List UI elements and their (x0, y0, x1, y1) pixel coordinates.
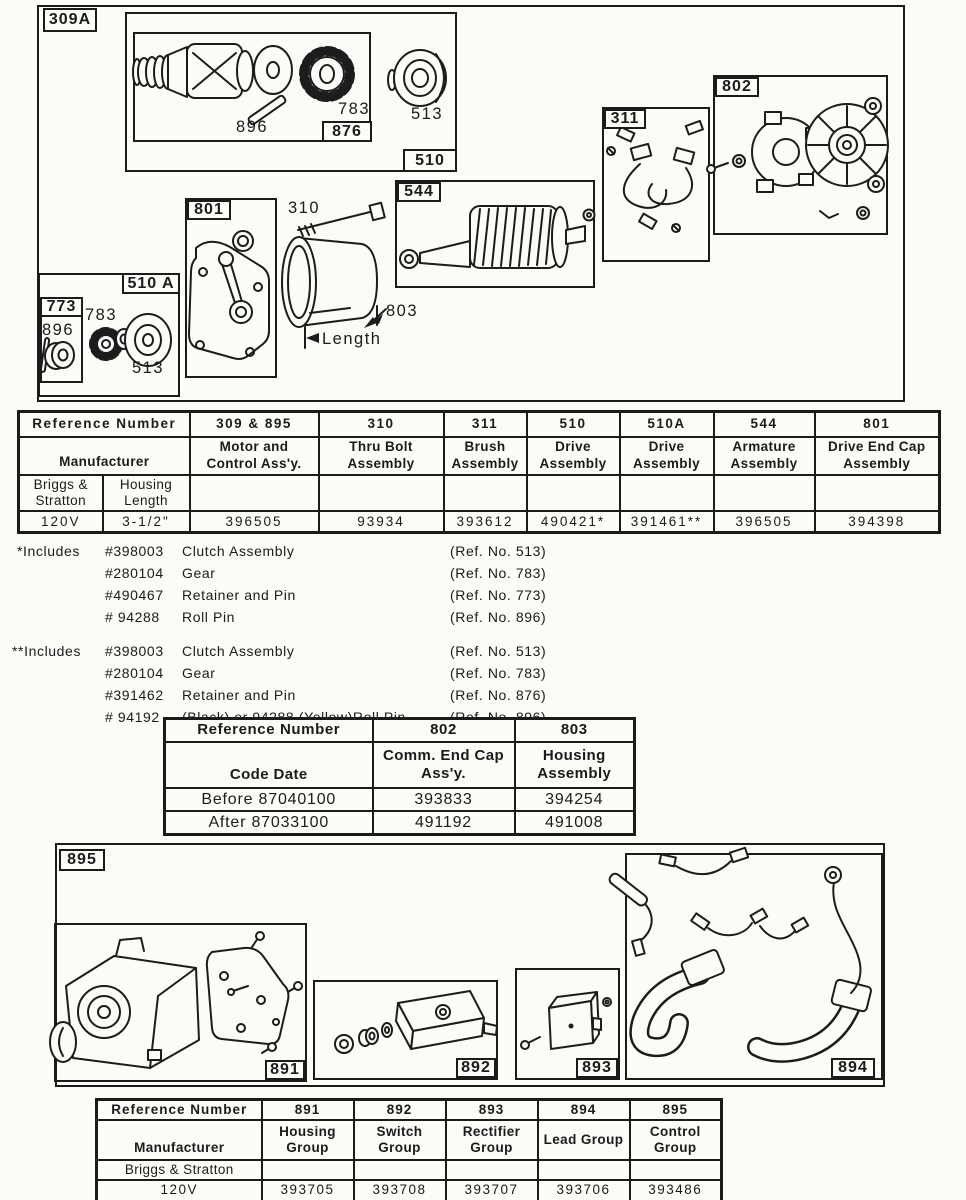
note-ref: (Ref. No. 513) (450, 543, 547, 559)
t3-part-number: 393706 (538, 1180, 630, 1200)
t3-part-number: 393705 (262, 1180, 354, 1200)
t1-empty-cell (527, 475, 620, 511)
code-date-parts-table (163, 717, 636, 836)
note-label: **Includes (12, 643, 82, 659)
t1-ref-number-header: Reference Number (19, 412, 190, 437)
t3-col-header: 891 (262, 1100, 354, 1121)
t3-brand-cell: Briggs & Stratton (97, 1160, 262, 1180)
note-ref: (Ref. No. 783) (450, 565, 547, 581)
starter-parts-table (17, 410, 941, 534)
t3-col-header: 893 (446, 1100, 538, 1121)
note-desc: Clutch Assembly (182, 643, 295, 659)
t2-part-number: 394254 (515, 788, 635, 811)
t3-part-number: 393707 (446, 1180, 538, 1200)
frame-label-510a: 510 A (122, 273, 180, 294)
t3-empty-cell (538, 1160, 630, 1180)
note-label (17, 562, 105, 584)
lead-group-art (608, 848, 872, 1053)
t3-group-name: Housing Group (262, 1120, 354, 1160)
part-label-513: 513 (411, 105, 444, 123)
frame-label-309a: 309A (43, 8, 97, 32)
drive-end-cap-art (189, 231, 269, 359)
t1-col-header: 309 & 895 (190, 412, 319, 437)
part-label-896b: 896 (42, 321, 75, 339)
t1-empty-cell (190, 475, 319, 511)
t2-col-header: 802 (373, 719, 515, 742)
part-label-803: 803 (386, 302, 419, 320)
t1-part-number: 93934 (319, 511, 444, 533)
t2-code-date-label: Code Date (165, 742, 373, 788)
t2-assembly-name: Comm. End Cap Ass'y. (373, 742, 515, 788)
frame-label-801: 801 (187, 200, 231, 220)
t3-voltage-cell: 120V (97, 1180, 262, 1200)
note-desc: Clutch Assembly (182, 543, 295, 559)
t1-length-cell: 3-1/2" (103, 511, 190, 533)
t1-col-header: 311 (444, 412, 527, 437)
note-part: #391462 (105, 687, 164, 703)
armature-art (400, 206, 595, 268)
switch-group-art (335, 991, 497, 1053)
part-label-783: 783 (338, 100, 371, 118)
t1-col-header: 510A (620, 412, 714, 437)
t1-part-number: 396505 (714, 511, 815, 533)
part-label-896: 896 (236, 118, 269, 136)
t1-part-number: 391461** (620, 511, 714, 533)
part-label-310: 310 (288, 199, 321, 217)
note-label (12, 706, 105, 728)
t3-empty-cell (446, 1160, 538, 1180)
frame-label-544: 544 (397, 182, 441, 202)
t1-assembly-name: Brush Assembly (444, 437, 527, 475)
t1-manufacturer-label: Manufacturer (19, 437, 190, 475)
t3-group-name: Switch Group (354, 1120, 446, 1160)
frame-label-311: 311 (604, 109, 646, 129)
rectifier-art (521, 992, 611, 1049)
note-part: #280104 (105, 565, 164, 581)
note-desc: Gear (182, 665, 216, 681)
t1-assembly-name: Drive Assembly (620, 437, 714, 475)
frame-label-876: 876 (322, 121, 372, 142)
note-ref: (Ref. No. 513) (450, 643, 547, 659)
t1-assembly-name: Drive End Cap Assembly (815, 437, 940, 475)
t1-assembly-name: Armature Assembly (714, 437, 815, 475)
note-ref: (Ref. No. 773) (450, 587, 547, 603)
t1-empty-cell (714, 475, 815, 511)
frame-label-895: 895 (59, 849, 105, 871)
note-label (12, 662, 105, 684)
t3-empty-cell (262, 1160, 354, 1180)
pinion-gear-art (304, 51, 350, 97)
t1-assembly-name: Thru Bolt Assembly (319, 437, 444, 475)
t1-housing-length-label: Housing Length (103, 475, 190, 511)
note-part: # 94192 (105, 709, 160, 725)
brush-assembly-art (607, 121, 703, 232)
note-desc: Roll Pin (182, 609, 236, 625)
includes-note-single (17, 540, 546, 628)
t3-group-name: Rectifier Group (446, 1120, 538, 1160)
t1-brand-cell: Briggs & Stratton (19, 475, 103, 511)
frame-label-773: 773 (40, 297, 83, 317)
note-desc: Retainer and Pin (182, 587, 296, 603)
t2-part-number: 491008 (515, 811, 635, 835)
note-part: #398003 (105, 543, 164, 559)
t1-empty-cell (319, 475, 444, 511)
t3-ref-number-header: Reference Number (97, 1100, 262, 1121)
note-part: # 94288 (105, 609, 160, 625)
t2-col-header: 803 (515, 719, 635, 742)
t2-date-cell: Before 87040100 (165, 788, 373, 811)
t2-part-number: 393833 (373, 788, 515, 811)
t3-part-number: 393486 (630, 1180, 722, 1200)
note-part: #280104 (105, 665, 164, 681)
t3-empty-cell (630, 1160, 722, 1180)
t3-part-number: 393708 (354, 1180, 446, 1200)
t1-col-header: 310 (319, 412, 444, 437)
t1-col-header: 801 (815, 412, 940, 437)
includes-note-double (12, 640, 546, 728)
t1-voltage-cell: 120V (19, 511, 103, 533)
frame-label-510: 510 (403, 149, 457, 172)
t3-group-name: Lead Group (538, 1120, 630, 1160)
note-part: #398003 (105, 643, 164, 659)
t3-manufacturer-label: Manufacturer (97, 1120, 262, 1160)
motor-housing-art (50, 932, 302, 1068)
t3-col-header: 892 (354, 1100, 446, 1121)
t3-col-header: 894 (538, 1100, 630, 1121)
part-label-513b: 513 (132, 359, 165, 377)
drive-clutch-art (133, 44, 253, 98)
t1-assembly-name: Motor and Control Ass'y. (190, 437, 319, 475)
note-part: #490467 (105, 587, 164, 603)
t2-ref-number-header: Reference Number (165, 719, 373, 742)
t2-date-cell: After 87033100 (165, 811, 373, 835)
comm-end-cap-art (707, 98, 888, 219)
note-ref: (Ref. No. 876) (450, 687, 547, 703)
t3-empty-cell (354, 1160, 446, 1180)
part-label-783b: 783 (85, 306, 118, 324)
t1-empty-cell (815, 475, 940, 511)
t3-col-header: 895 (630, 1100, 722, 1121)
t1-part-number: 490421* (527, 511, 620, 533)
t2-assembly-name: Housing Assembly (515, 742, 635, 788)
washer-art (254, 46, 292, 94)
t1-col-header: 510 (527, 412, 620, 437)
note-desc: Retainer and Pin (182, 687, 296, 703)
t2-part-number: 491192 (373, 811, 515, 835)
t1-part-number: 393612 (444, 511, 527, 533)
frame-label-891: 891 (265, 1060, 305, 1080)
note-label: *Includes (17, 543, 80, 559)
control-group-parts-table (95, 1098, 723, 1200)
length-label: Length (322, 330, 382, 348)
t1-empty-cell (444, 475, 527, 511)
note-label (17, 606, 105, 628)
frame-label-892: 892 (456, 1058, 496, 1078)
note-label (12, 684, 105, 706)
t1-col-header: 544 (714, 412, 815, 437)
note-ref: (Ref. No. 783) (450, 665, 547, 681)
frame-label-894: 894 (831, 1058, 875, 1078)
note-label (17, 584, 105, 606)
frame-label-802: 802 (715, 77, 759, 97)
t3-group-name: Control Group (630, 1120, 722, 1160)
t1-assembly-name: Drive Assembly (527, 437, 620, 475)
clutch-assembly-art (388, 50, 446, 106)
note-desc: Gear (182, 565, 216, 581)
t1-part-number: 396505 (190, 511, 319, 533)
frame-label-893: 893 (576, 1058, 618, 1078)
note-ref: (Ref. No. 896) (450, 609, 547, 625)
t1-part-number: 394398 (815, 511, 940, 533)
t1-empty-cell (620, 475, 714, 511)
